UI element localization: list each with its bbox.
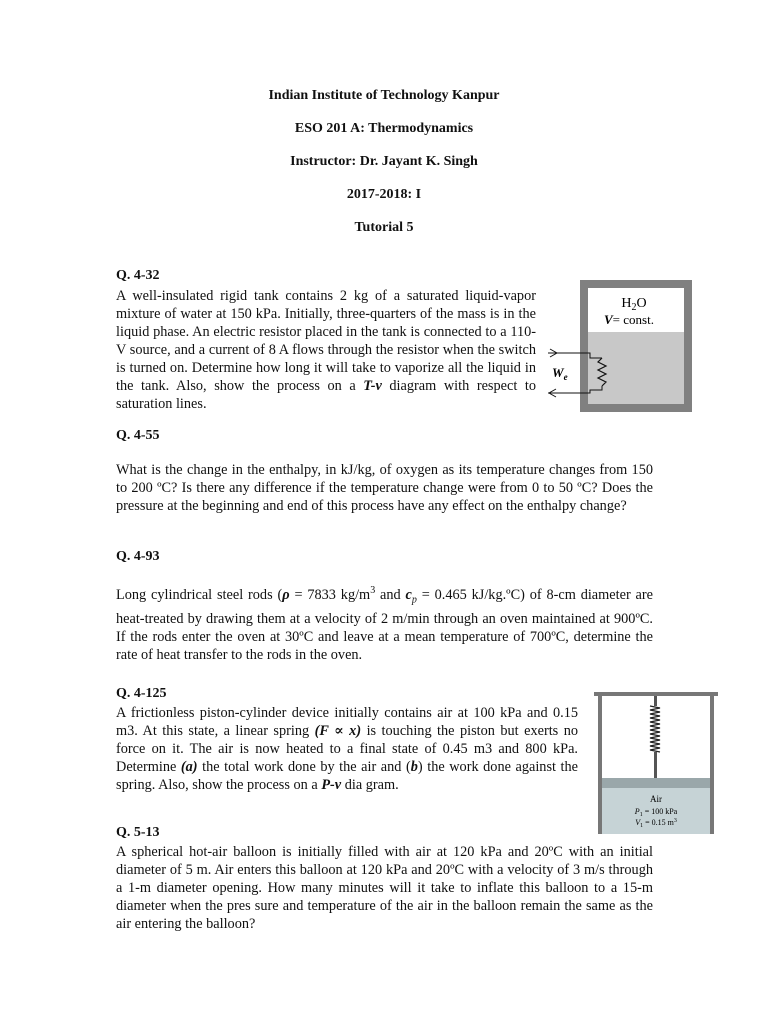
question-id: Q. 4-93	[116, 549, 160, 564]
cylinder-left-wall	[598, 696, 602, 834]
question-text: A frictionless piston-cylinder device initially contains air at 100 kPa and 0.15 m3. At this state, a linear spring (F ∝ x) is touching the piston but exerts no force on it. The air is now heated to a final state of 0.45 m3 and 800 kPa. Determine (a) the total work done by the air and (b) the work done against the spring. Also, show the process on a P-v dia gram.	[116, 705, 579, 793]
question-text: A spherical hot-air balloon is initially filled with air at 120 kPa and 20ºC with an initial diameter of 5 m. Air enters this balloon at 120 kPa and 20ºC with a velocity of 3 m/s through a 1-m diameter opening. How many minutes will it take to inflate this balloon to a 15-m diameter when the pres sure and temperature of the air in the balloon remain the same as the air entering the balloon?	[116, 844, 653, 932]
session-line: 2017-2018: I	[346, 187, 422, 202]
pressure-label: $P_1 = 100$ kPa	[634, 807, 678, 818]
spring-icon	[650, 706, 660, 752]
work-label: $W_e$	[552, 365, 568, 382]
piston-cylinder-figure	[592, 690, 720, 836]
spring-top-rod	[654, 696, 657, 706]
question-text: What is the change in the enthalpy, in kJ/kg, of oxygen as its temperature changes from 150 to 200 ºC? Is there any difference if the temperature change were from 0 to 50 ºC? Does the pressure at the beginning and end of this process have any effect on the enthalpy change?	[116, 462, 653, 514]
cylinder-right-wall	[710, 696, 714, 834]
rigid-tank-figure	[546, 278, 696, 416]
question-id: Q. 4-55	[116, 428, 160, 443]
tutorial-title: Tutorial 5	[354, 220, 414, 235]
question-text: Long cylindrical steel rods (ρ = 7833 $kg/m^3$ and $c_p = 0.465$ kJ/kg.ºC) of 8-cm diameter are heat-treated by drawing them at a velocity of 2 m/min through an oven maintained at 900ºC. If the rods enter the oven at 30ºC and leave at a mean temperature of 700ºC, determine the rate of heat transfer to the rods in the oven.	[116, 585, 653, 663]
question-id: Q. 4-32	[116, 268, 160, 283]
tank-volume-label: V= const.	[604, 312, 654, 327]
question-id: Q. 4-125	[116, 686, 167, 701]
institute-title: Indian Institute of Technology Kanpur	[268, 88, 500, 103]
cylinder-top	[594, 692, 718, 696]
volume-label: $V_1 = 0.15$ $m^3$	[635, 818, 677, 829]
instructor-line: Instructor: Dr. Jayant K. Singh	[290, 154, 478, 169]
air-label: Air	[650, 794, 662, 804]
spring-bottom-rod	[654, 752, 657, 778]
question-text: A well-insulated rigid tank contains 2 kg of a saturated liquid-vapor mixture of water at 150 kPa. Initially, three-quarters of the mass is in the liquid phase. An electric resistor placed in the tank is connected to a 110-V source, and a current of 8 A flows through the resistor when the switch is turned on. Determine how long it will take to vaporize all the liquid in the tank. Also, show the process on a T-v diagram with respect to saturation lines.	[116, 288, 536, 412]
tank-h2o-label: $H_2O$	[621, 296, 647, 313]
question-id: Q. 5-13	[116, 825, 160, 840]
piston	[602, 778, 710, 788]
course-title: ESO 201 A: Thermodynamics	[294, 121, 474, 136]
